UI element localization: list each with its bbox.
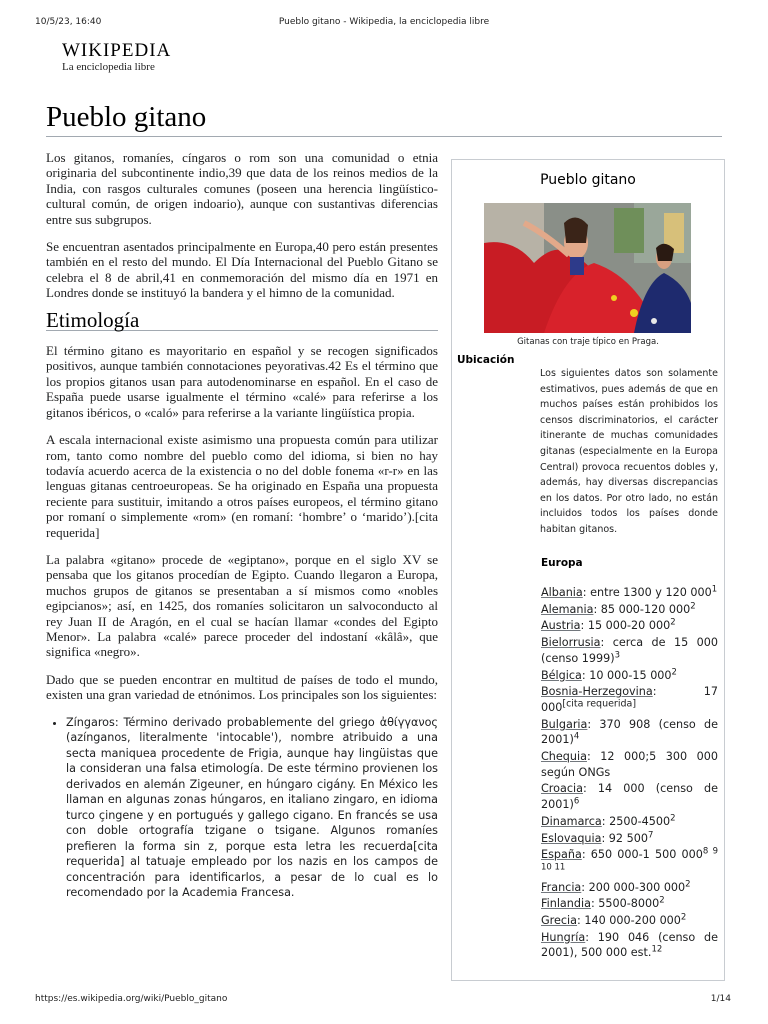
country-link[interactable]: Albania <box>541 586 583 599</box>
country-value: : 370 908 (censo de 2001) <box>541 717 718 747</box>
country-link[interactable]: Chequia <box>541 750 587 764</box>
page-title: Pueblo gitano <box>46 101 722 137</box>
list-item <box>541 831 718 847</box>
article-body <box>46 150 438 901</box>
infobox-photo[interactable] <box>484 203 691 333</box>
country-link[interactable]: Eslovaquia <box>541 831 602 845</box>
section-heading-etimologia: Etimología <box>46 313 438 331</box>
country-link[interactable]: Bielorrusia <box>541 636 601 650</box>
country-value: : 92 500 <box>601 831 648 845</box>
country-link[interactable]: Bosnia-Herzegovina <box>541 685 653 699</box>
infobox-note: Los siguientes datos son solamente estimativos, pues además de que en muchos países están prohibidos los censos discriminatorios, el carácter itinerante de muchas comunidades gitanas (especialmente en la Europa Central) provoca recuentos dobles y, además, hay diversas discrepancias en los datos. Por otro lado, no están incluidos todos los países donde habitan gitanos. <box>540 368 718 535</box>
list-item <box>541 896 718 912</box>
country-value: : 200 000-300 000 <box>581 880 686 894</box>
ubicacion-label: Ubicación <box>457 354 515 366</box>
logo-tagline: La enciclopedia libre <box>62 61 155 73</box>
infobox-caption: Gitanas con traje típico en Praga. <box>517 337 659 347</box>
country-value: : 15 000-20 000 <box>580 619 671 633</box>
print-page-number: 1/14 <box>710 994 731 1004</box>
list-item <box>541 913 718 929</box>
country-value: : cerca de 15 000 (censo 1999) <box>541 636 718 665</box>
list-item <box>541 847 718 878</box>
country-value: : 650 000-1 500 000 <box>581 848 703 862</box>
country-population-list <box>541 585 718 962</box>
country-link[interactable]: Bélgica <box>541 668 582 682</box>
print-url: https://es.wikipedia.org/wiki/Pueblo_gitano <box>35 994 228 1004</box>
print-date: 10/5/23, 16:40 <box>35 17 102 27</box>
list-item <box>541 585 718 601</box>
ethnonym-list <box>46 715 438 901</box>
list-item <box>541 618 718 634</box>
list-item <box>541 930 718 961</box>
list-item <box>541 880 718 896</box>
country-link[interactable]: Bulgaria <box>541 717 588 731</box>
wikipedia-logo[interactable] <box>62 40 171 73</box>
country-value: : 10 000-15 000 <box>581 668 672 682</box>
reference[interactable]: 8 9 10 11 <box>541 846 718 873</box>
reference[interactable]: 2 <box>670 617 676 628</box>
country-link[interactable]: Croacia <box>541 782 583 796</box>
citation-needed[interactable]: [cita requerida] <box>562 698 637 710</box>
intro-paragraph-2: Se encuentran asentados principalmente en Europa,40 pero están presentes también en el resto del mundo. El Día Internacional del Pueblo Gitano se celebra el 8 de abril,41 en conmemoración del mismo día en 1971 en Londres donde se instituyó la bandera y el himno de la comunidad. <box>46 239 438 301</box>
reference[interactable]: 2 <box>680 912 687 923</box>
country-value: : 12 000;5 300 000 según ONGs <box>541 750 718 779</box>
country-value: : 17 000 <box>541 685 718 714</box>
country-value: : 2500-4500 <box>601 814 671 828</box>
country-link[interactable]: Hungría <box>541 930 586 944</box>
etymology-paragraph-1: El término gitano es mayoritario en español y se recogen significados positivos, aunque también connotaciones peyorativas.42 Es el término que los propios gitanos usan para autodenominarse en español. En el caso de España puede usarse igualmente el término «calé» para referirse a los gitanos ibéricos, o «caló» para referirse a la variante lingüística propia. <box>46 343 438 420</box>
country-value: : 14 000 (censo de 2001) <box>541 782 718 812</box>
country-value: : 140 000-200 000 <box>577 914 681 928</box>
country-link[interactable]: España <box>541 848 582 862</box>
infobox <box>451 159 725 981</box>
photo-illustration <box>484 203 691 333</box>
list-item <box>541 684 718 715</box>
country-link[interactable]: Austria <box>541 619 581 633</box>
reference[interactable]: 12 <box>651 944 663 955</box>
list-item: • Zíngaros: Término derivado probablemente del griego ἀθίγγανος (azínganos, literalmente 'intocable'), nombre atribuido a una secta maniquea procedente de Frigia, aunque hay lingüistas que la consideran una falsa etimología. De este término provienen los derivados en alemán Zigeuner, en húngaro cigány. En México les llaman en algunas zonas húngaros, en italiano zingaro, en idioma turco çingene y en portugués y gallego cigano. En francés se usa con doble ortografía tzigane o tsigane. Algunos romaníes prefieren la forma sin z, porque esta letra les recuerda[cita requerida] al tatuaje empleado por los nazis en los campos de concentración para identificarlos, a pesar de lo cual es lo recomendado por la Academia Francesa. <box>66 715 438 901</box>
reference[interactable]: 4 <box>573 731 580 742</box>
country-link[interactable]: Finlandia <box>541 897 591 911</box>
country-value: : 85 000-120 000 <box>593 602 691 616</box>
reference[interactable]: 7 <box>647 829 654 840</box>
print-title: Pueblo gitano - Wikipedia, la enciclopedia libre <box>278 17 490 27</box>
list-item <box>541 717 718 748</box>
list-item <box>541 635 718 666</box>
reference[interactable]: 1 <box>711 584 718 595</box>
country-value: : 5500-8000 <box>590 897 660 911</box>
country-link[interactable]: Dinamarca <box>541 814 602 828</box>
list-item <box>541 781 718 812</box>
country-link[interactable]: Alemania <box>541 602 594 616</box>
logo-wordmark: WIKIPEDIA <box>62 40 172 61</box>
country-value: : entre 1300 y 120 000 <box>582 586 712 599</box>
country-link[interactable]: Grecia <box>541 914 578 928</box>
infobox-title: Pueblo gitano <box>540 172 636 188</box>
reference[interactable]: 6 <box>573 796 580 807</box>
etymology-paragraph-3: La palabra «gitano» procede de «egiptano», porque en el siglo XV se pensaba que los gitanos procedían de Egipto. Cuando llegaron a Europa, muchos grupos de gitanos se presentaban a sí mismos como «nobles egipcianos»; así, en 1425, dos romaníes solicitaron un salvoconducto al rey Juan II de Aragón, en el cual se hacían llamar «condes del Egipto Menor». La palabra «calé» parece proceder del indostaní «kâlâ», que significa «negro». <box>46 551 438 660</box>
list-item <box>541 749 718 780</box>
reference[interactable]: 2 <box>685 878 691 889</box>
region-label: Europa <box>541 557 583 569</box>
list-item <box>541 668 718 684</box>
etymology-paragraph-4: Dado que se pueden encontrar en multitud de países de todo el mundo, existen una gran variedad de etnónimos. Los principales son los siguientes: <box>46 671 438 703</box>
reference[interactable]: 2 <box>671 666 677 677</box>
country-link[interactable]: Francia <box>541 880 582 894</box>
reference[interactable]: 2 <box>670 813 676 824</box>
intro-paragraph-1: Los gitanos, romaníes, cíngaros o rom son una comunidad o etnia originaria del subcontinente indio,39 que data de los reinos medios de la India, con rasgos culturales comunes (poseen una herencia lingüístico-cultural común, de origen indoario), aunque con sustantivas diferencias entre sus subgrupos. <box>46 150 438 227</box>
list-item <box>541 602 718 618</box>
reference[interactable]: 2 <box>690 600 696 611</box>
country-value: : 190 046 (censo de 2001), 500 000 est. <box>541 930 718 960</box>
list-item <box>541 814 718 830</box>
reference[interactable]: 3 <box>614 650 620 661</box>
reference[interactable]: 2 <box>659 895 665 906</box>
etymology-paragraph-2: A escala internacional existe asimismo una propuesta común para utilizar rom, tanto como nombre del pueblo como del idioma, si bien no hay todavía acuerdo acerca de la existencia o no del doble fonema «r-r» en las lenguas gitanas centroeuropeas. Se ha originado en España una propuesta reciente para sustituir, imitando a otros países europeos, el término gitano por romaní o simplemente «rom» (en romaní: ‘hombre’ o ‘marido’).[cita requerida] <box>46 432 438 540</box>
